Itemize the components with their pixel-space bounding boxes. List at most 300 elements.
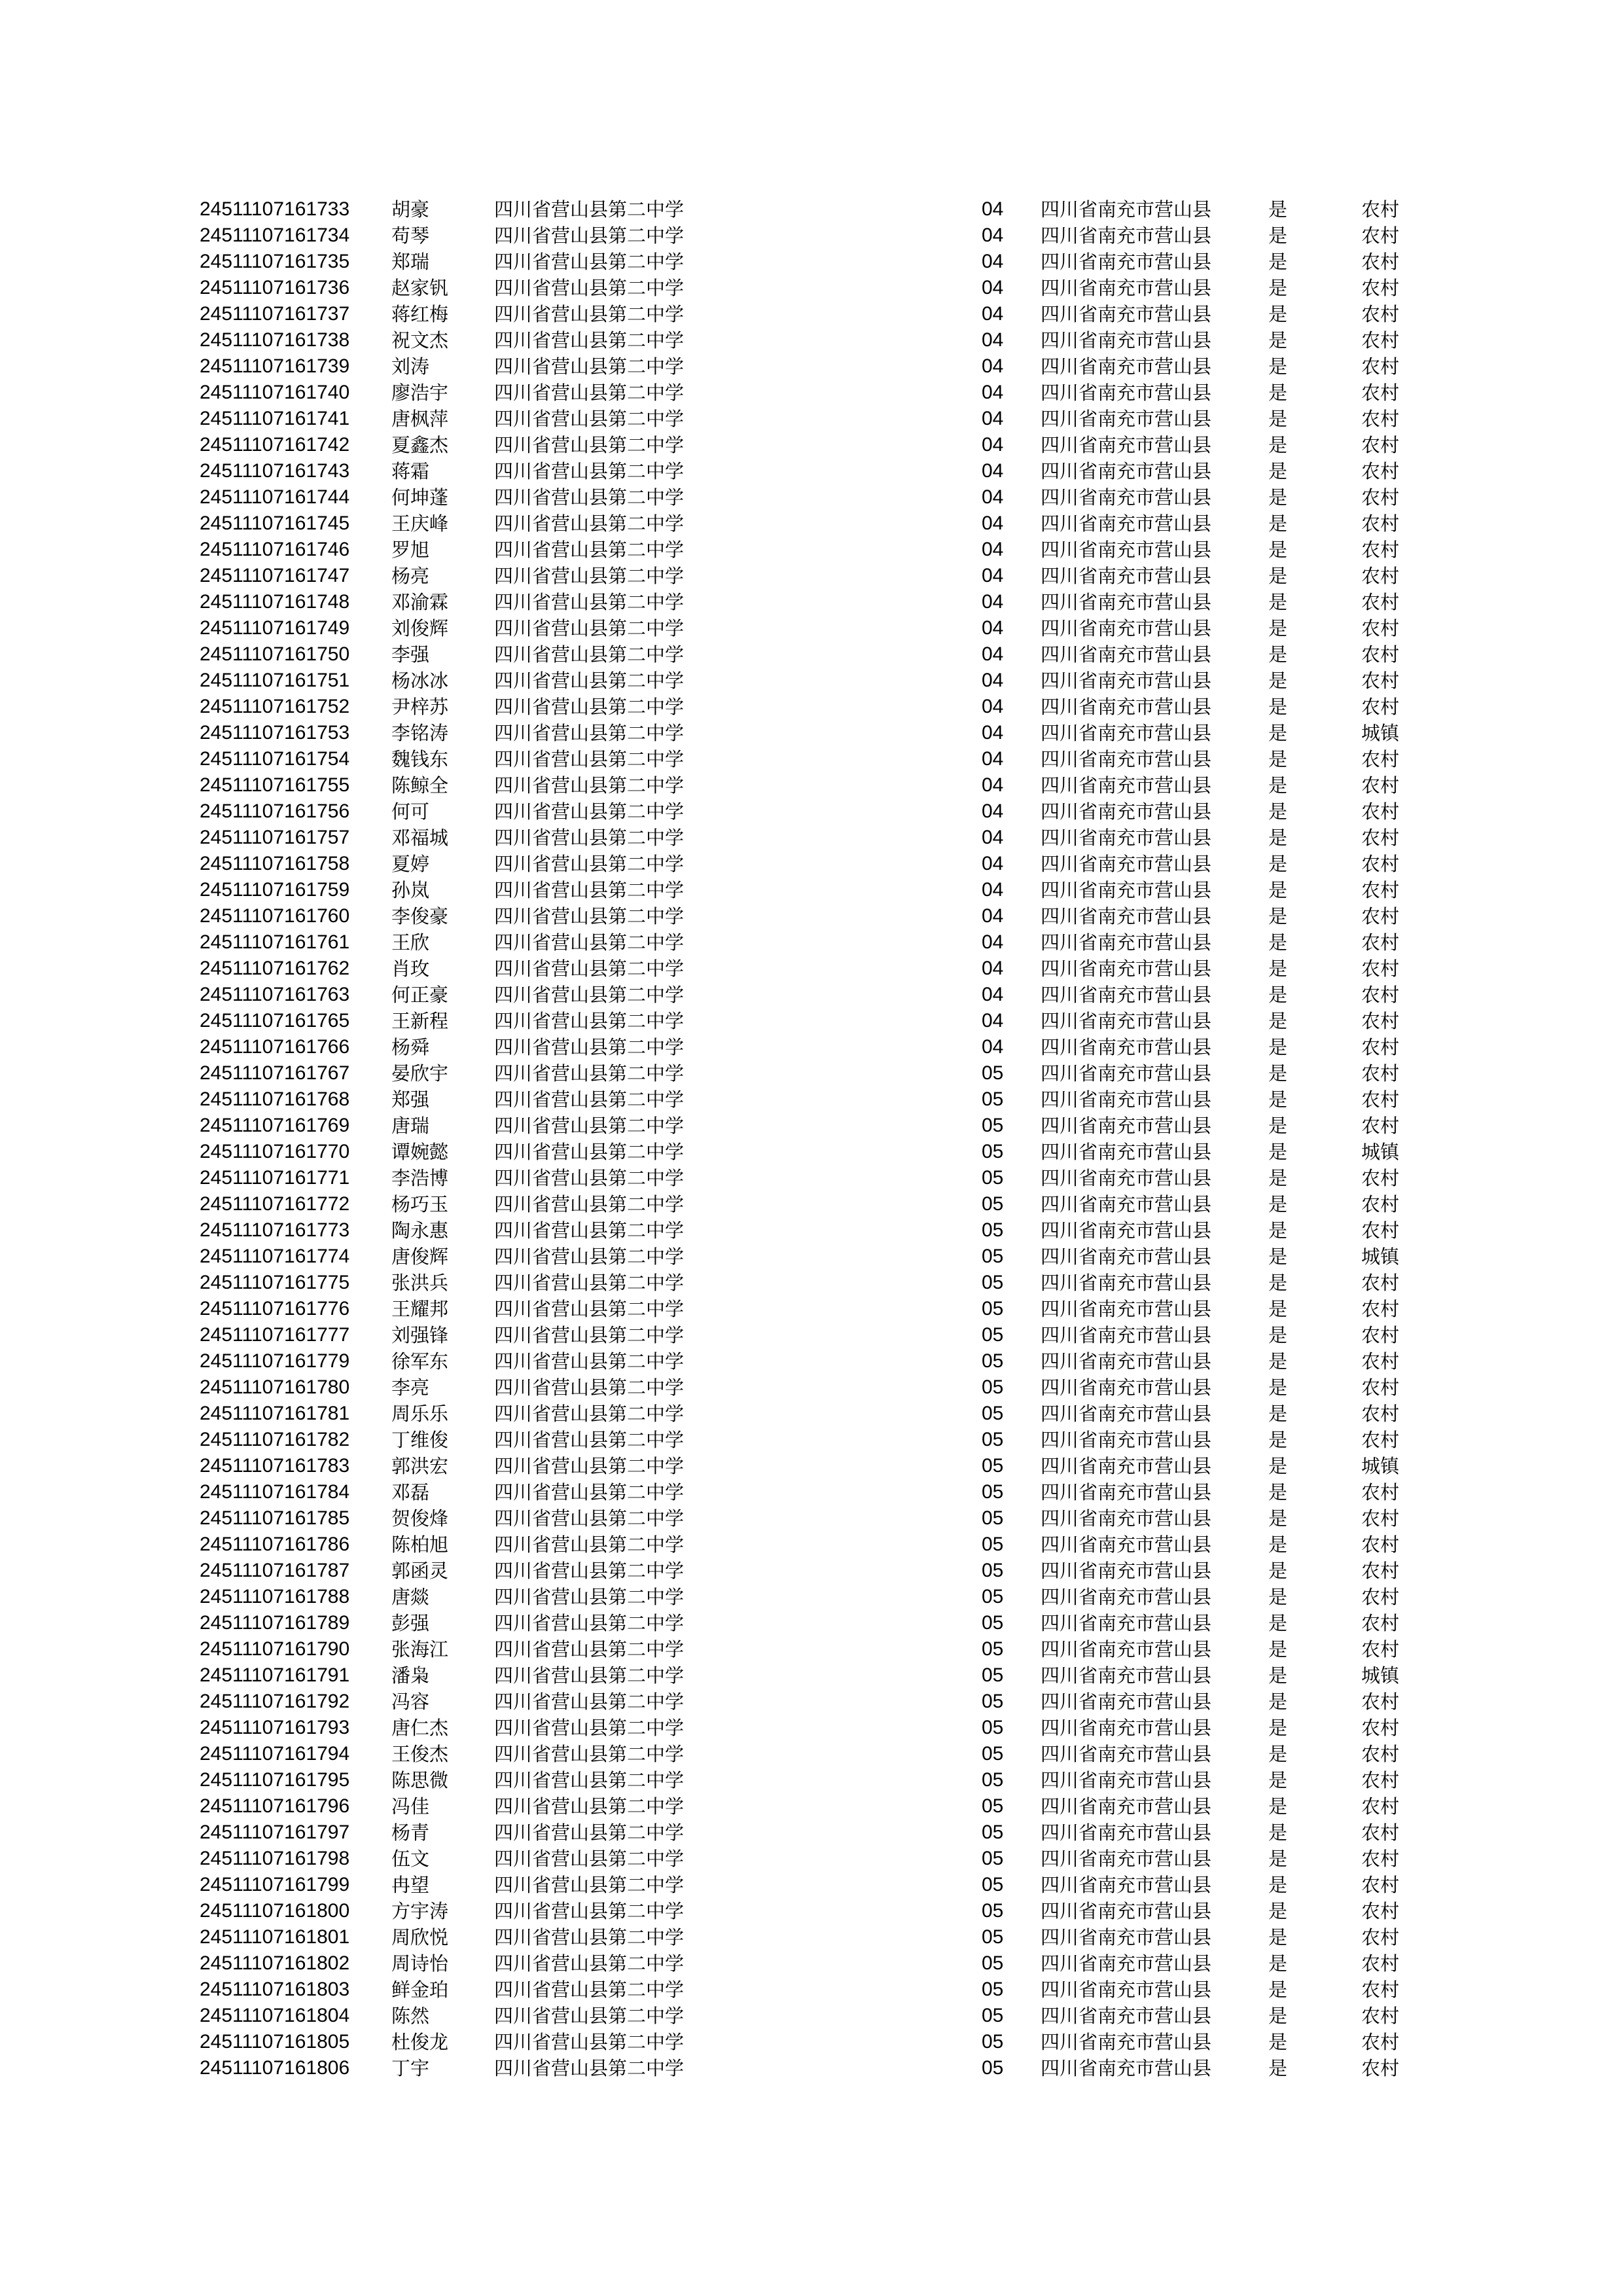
table-row	[0, 1924, 1623, 1950]
student-name-cell: 王俊杰	[391, 1743, 449, 1765]
area-type-cell: 农村	[1361, 539, 1400, 561]
class-code-cell: 04	[982, 460, 1004, 482]
area-type-cell: 农村	[1361, 774, 1400, 797]
yes-flag-cell: 是	[1268, 1298, 1288, 1320]
class-code-cell: 05	[982, 1115, 1004, 1136]
student-name-cell: 邓福城	[391, 827, 449, 849]
exam-id-cell: 24511107161780	[200, 1376, 350, 1398]
area-type-cell: 城镇	[1361, 1455, 1400, 1477]
region-cell: 四川省南充市营山县	[1041, 931, 1212, 954]
school-cell: 四川省营山县第二中学	[494, 1638, 685, 1660]
exam-id-cell: 24511107161769	[200, 1115, 350, 1136]
area-type-cell: 农村	[1361, 1298, 1400, 1320]
exam-id-cell: 24511107161774	[200, 1246, 350, 1267]
school-cell: 四川省营山县第二中学	[494, 879, 685, 901]
yes-flag-cell: 是	[1268, 827, 1288, 849]
region-cell: 四川省南充市营山县	[1041, 591, 1212, 613]
table-row	[0, 1689, 1623, 1715]
exam-id-cell: 24511107161799	[200, 1874, 350, 1895]
school-cell: 四川省营山县第二中学	[494, 774, 685, 797]
class-code-cell: 05	[982, 1507, 1004, 1529]
area-type-cell: 农村	[1361, 905, 1400, 927]
region-cell: 四川省南充市营山县	[1041, 984, 1212, 1006]
table-row	[0, 1008, 1623, 1034]
area-type-cell: 农村	[1361, 984, 1400, 1006]
yes-flag-cell: 是	[1268, 1481, 1288, 1503]
exam-id-cell: 24511107161737	[200, 303, 350, 325]
area-type-cell: 农村	[1361, 1534, 1400, 1556]
area-type-cell: 农村	[1361, 198, 1400, 221]
exam-id-cell: 24511107161742	[200, 434, 350, 456]
table-row	[0, 1374, 1623, 1401]
class-code-cell: 04	[982, 251, 1004, 272]
table-row	[0, 1034, 1623, 1060]
exam-id-cell: 24511107161783	[200, 1455, 350, 1477]
student-name-cell: 王欣	[391, 931, 430, 954]
student-name-cell: 祝文杰	[391, 329, 449, 351]
region-cell: 四川省南充市营山县	[1041, 1717, 1212, 1739]
yes-flag-cell: 是	[1268, 1403, 1288, 1425]
area-type-cell: 农村	[1361, 1743, 1400, 1765]
student-name-cell: 郭洪宏	[391, 1455, 449, 1477]
exam-id-cell: 24511107161759	[200, 879, 350, 901]
class-code-cell: 04	[982, 827, 1004, 848]
table-row	[0, 432, 1623, 458]
school-cell: 四川省营山县第二中学	[494, 1115, 685, 1137]
student-name-cell: 丁维俊	[391, 1429, 449, 1451]
yes-flag-cell: 是	[1268, 1507, 1288, 1530]
school-cell: 四川省营山县第二中学	[494, 460, 685, 482]
school-cell: 四川省营山县第二中学	[494, 1979, 685, 2001]
class-code-cell: 05	[982, 1821, 1004, 1843]
class-code-cell: 05	[982, 1141, 1004, 1162]
student-name-cell: 夏婷	[391, 853, 430, 875]
class-code-cell: 05	[982, 2031, 1004, 2053]
region-cell: 四川省南充市营山县	[1041, 2031, 1212, 2053]
area-type-cell: 农村	[1361, 748, 1400, 770]
yes-flag-cell: 是	[1268, 1795, 1288, 1818]
student-name-cell: 郭函灵	[391, 1560, 449, 1582]
table-row	[0, 1401, 1623, 1427]
yes-flag-cell: 是	[1268, 879, 1288, 901]
region-cell: 四川省南充市营山县	[1041, 800, 1212, 823]
yes-flag-cell: 是	[1268, 617, 1288, 639]
table-row	[0, 877, 1623, 903]
student-name-cell: 蒋霜	[391, 460, 430, 482]
exam-id-cell: 24511107161752	[200, 696, 350, 717]
yes-flag-cell: 是	[1268, 853, 1288, 875]
table-row	[0, 1741, 1623, 1767]
area-type-cell: 农村	[1361, 931, 1400, 954]
yes-flag-cell: 是	[1268, 1743, 1288, 1765]
area-type-cell: 农村	[1361, 1376, 1400, 1399]
region-cell: 四川省南充市营山县	[1041, 1874, 1212, 1896]
exam-id-cell: 24511107161775	[200, 1272, 350, 1293]
exam-id-cell: 24511107161768	[200, 1088, 350, 1110]
region-cell: 四川省南充市营山县	[1041, 198, 1212, 221]
student-name-cell: 方宇涛	[391, 1900, 449, 1922]
region-cell: 四川省南充市营山县	[1041, 539, 1212, 561]
region-cell: 四川省南充市营山县	[1041, 958, 1212, 980]
yes-flag-cell: 是	[1268, 1010, 1288, 1032]
table-row	[0, 1191, 1623, 1217]
student-name-cell: 陈思微	[391, 1769, 449, 1791]
exam-id-cell: 24511107161750	[200, 643, 350, 665]
exam-id-cell: 24511107161735	[200, 251, 350, 272]
student-name-cell: 唐仁杰	[391, 1717, 449, 1739]
yes-flag-cell: 是	[1268, 1717, 1288, 1739]
school-cell: 四川省营山县第二中学	[494, 1534, 685, 1556]
exam-id-cell: 24511107161790	[200, 1638, 350, 1660]
area-type-cell: 农村	[1361, 2005, 1400, 2027]
exam-id-cell: 24511107161766	[200, 1036, 350, 1058]
school-cell: 四川省营山县第二中学	[494, 355, 685, 378]
student-name-cell: 陈柏旭	[391, 1534, 449, 1556]
area-type-cell: 农村	[1361, 1926, 1400, 1948]
school-cell: 四川省营山县第二中学	[494, 408, 685, 430]
yes-flag-cell: 是	[1268, 408, 1288, 430]
class-code-cell: 04	[982, 722, 1004, 744]
region-cell: 四川省南充市营山县	[1041, 1979, 1212, 2001]
student-name-cell: 唐俊辉	[391, 1246, 449, 1268]
yes-flag-cell: 是	[1268, 748, 1288, 770]
student-name-cell: 胡豪	[391, 198, 430, 221]
region-cell: 四川省南充市营山县	[1041, 1586, 1212, 1608]
yes-flag-cell: 是	[1268, 1036, 1288, 1058]
class-code-cell: 04	[982, 303, 1004, 325]
exam-id-cell: 24511107161789	[200, 1612, 350, 1634]
student-name-cell: 杨巧玉	[391, 1193, 449, 1215]
exam-id-cell: 24511107161796	[200, 1795, 350, 1817]
class-code-cell: 04	[982, 774, 1004, 796]
yes-flag-cell: 是	[1268, 1664, 1288, 1687]
table-row	[0, 1270, 1623, 1296]
class-code-cell: 04	[982, 1036, 1004, 1058]
table-row	[0, 1662, 1623, 1689]
exam-id-cell: 24511107161760	[200, 905, 350, 927]
table-row	[0, 956, 1623, 982]
exam-id-cell: 24511107161754	[200, 748, 350, 770]
exam-id-cell: 24511107161785	[200, 1507, 350, 1529]
student-name-cell: 廖浩宇	[391, 382, 449, 404]
area-type-cell: 农村	[1361, 643, 1400, 666]
region-cell: 四川省南充市营山县	[1041, 1115, 1212, 1137]
area-type-cell: 农村	[1361, 434, 1400, 456]
area-type-cell: 农村	[1361, 408, 1400, 430]
area-type-cell: 农村	[1361, 696, 1400, 718]
class-code-cell: 04	[982, 1010, 1004, 1031]
region-cell: 四川省南充市营山县	[1041, 1193, 1212, 1215]
yes-flag-cell: 是	[1268, 1926, 1288, 1948]
class-code-cell: 04	[982, 565, 1004, 586]
exam-id-cell: 24511107161765	[200, 1010, 350, 1031]
yes-flag-cell: 是	[1268, 1350, 1288, 1372]
class-code-cell: 05	[982, 1272, 1004, 1293]
class-code-cell: 05	[982, 1246, 1004, 1267]
table-row	[0, 1558, 1623, 1584]
table-row	[0, 746, 1623, 772]
school-cell: 四川省营山县第二中学	[494, 696, 685, 718]
student-name-cell: 杨舜	[391, 1036, 430, 1058]
table-row	[0, 223, 1623, 249]
class-code-cell: 04	[982, 329, 1004, 351]
area-type-cell: 农村	[1361, 670, 1400, 692]
exam-id-cell: 24511107161734	[200, 224, 350, 246]
school-cell: 四川省营山县第二中学	[494, 1141, 685, 1163]
class-code-cell: 04	[982, 539, 1004, 560]
yes-flag-cell: 是	[1268, 984, 1288, 1006]
school-cell: 四川省营山县第二中学	[494, 1350, 685, 1372]
school-cell: 四川省营山县第二中学	[494, 198, 685, 221]
yes-flag-cell: 是	[1268, 434, 1288, 456]
student-name-cell: 李俊豪	[391, 905, 449, 927]
region-cell: 四川省南充市营山县	[1041, 1560, 1212, 1582]
table-row	[0, 458, 1623, 484]
area-type-cell: 农村	[1361, 1036, 1400, 1058]
area-type-cell: 城镇	[1361, 722, 1400, 744]
student-name-cell: 魏钱东	[391, 748, 449, 770]
exam-id-cell: 24511107161767	[200, 1062, 350, 1084]
yes-flag-cell: 是	[1268, 2005, 1288, 2027]
region-cell: 四川省南充市营山县	[1041, 277, 1212, 299]
area-type-cell: 农村	[1361, 1848, 1400, 1870]
class-code-cell: 05	[982, 1586, 1004, 1607]
student-name-cell: 陈然	[391, 2005, 430, 2027]
yes-flag-cell: 是	[1268, 1821, 1288, 1844]
school-cell: 四川省营山县第二中学	[494, 1429, 685, 1451]
class-code-cell: 05	[982, 1167, 1004, 1189]
area-type-cell: 农村	[1361, 1062, 1400, 1085]
exam-id-cell: 24511107161801	[200, 1926, 350, 1948]
area-type-cell: 农村	[1361, 1219, 1400, 1242]
student-name-cell: 杜俊龙	[391, 2031, 449, 2053]
class-code-cell: 04	[982, 853, 1004, 874]
exam-id-cell: 24511107161743	[200, 460, 350, 482]
region-cell: 四川省南充市营山县	[1041, 1403, 1212, 1425]
exam-id-cell: 24511107161779	[200, 1350, 350, 1372]
student-name-cell: 唐燚	[391, 1586, 430, 1608]
school-cell: 四川省营山县第二中学	[494, 958, 685, 980]
student-name-cell: 冯佳	[391, 1795, 430, 1818]
yes-flag-cell: 是	[1268, 905, 1288, 927]
class-code-cell: 04	[982, 617, 1004, 639]
student-name-cell: 伍文	[391, 1848, 430, 1870]
region-cell: 四川省南充市营山县	[1041, 1769, 1212, 1791]
area-type-cell: 农村	[1361, 251, 1400, 273]
yes-flag-cell: 是	[1268, 1900, 1288, 1922]
area-type-cell: 城镇	[1361, 1246, 1400, 1268]
student-name-cell: 杨青	[391, 1821, 430, 1844]
student-name-cell: 杨冰冰	[391, 670, 449, 692]
area-type-cell: 城镇	[1361, 1664, 1400, 1687]
area-type-cell: 农村	[1361, 2057, 1400, 2079]
student-name-cell: 陈鲸全	[391, 774, 449, 797]
exam-id-cell: 24511107161788	[200, 1586, 350, 1607]
exam-id-cell: 24511107161733	[200, 198, 350, 220]
table-row	[0, 1610, 1623, 1636]
school-cell: 四川省营山县第二中学	[494, 1717, 685, 1739]
class-code-cell: 05	[982, 1193, 1004, 1215]
region-cell: 四川省南充市营山县	[1041, 2057, 1212, 2079]
region-cell: 四川省南充市营山县	[1041, 1900, 1212, 1922]
student-name-cell: 何正豪	[391, 984, 449, 1006]
exam-id-cell: 24511107161749	[200, 617, 350, 639]
school-cell: 四川省营山县第二中学	[494, 1376, 685, 1399]
yes-flag-cell: 是	[1268, 1560, 1288, 1582]
table-row	[0, 301, 1623, 327]
table-row	[0, 1453, 1623, 1479]
exam-id-cell: 24511107161798	[200, 1848, 350, 1869]
student-name-cell: 郑瑞	[391, 251, 430, 273]
exam-id-cell: 24511107161806	[200, 2057, 350, 2079]
yes-flag-cell: 是	[1268, 643, 1288, 666]
region-cell: 四川省南充市营山县	[1041, 879, 1212, 901]
area-type-cell: 农村	[1361, 1717, 1400, 1739]
table-row	[0, 1846, 1623, 1872]
student-name-cell: 贺俊烽	[391, 1507, 449, 1530]
school-cell: 四川省营山县第二中学	[494, 1010, 685, 1032]
school-cell: 四川省营山县第二中学	[494, 382, 685, 404]
area-type-cell: 农村	[1361, 1586, 1400, 1608]
exam-id-cell: 24511107161784	[200, 1481, 350, 1503]
student-name-cell: 何坤蓬	[391, 486, 449, 509]
exam-id-cell: 24511107161757	[200, 827, 350, 848]
class-code-cell: 04	[982, 591, 1004, 613]
table-row	[0, 1479, 1623, 1505]
region-cell: 四川省南充市营山县	[1041, 1062, 1212, 1085]
area-type-cell: 农村	[1361, 224, 1400, 247]
yes-flag-cell: 是	[1268, 1376, 1288, 1399]
table-row	[0, 615, 1623, 641]
student-name-cell: 鲜金珀	[391, 1979, 449, 2001]
exam-id-cell: 24511107161744	[200, 486, 350, 508]
yes-flag-cell: 是	[1268, 800, 1288, 823]
school-cell: 四川省营山县第二中学	[494, 1193, 685, 1215]
table-row	[0, 1165, 1623, 1191]
yes-flag-cell: 是	[1268, 931, 1288, 954]
region-cell: 四川省南充市营山县	[1041, 696, 1212, 718]
class-code-cell: 04	[982, 696, 1004, 717]
table-row	[0, 851, 1623, 877]
yes-flag-cell: 是	[1268, 198, 1288, 221]
table-row	[0, 2003, 1623, 2029]
class-code-cell: 05	[982, 1534, 1004, 1555]
exam-id-cell: 24511107161793	[200, 1717, 350, 1738]
yes-flag-cell: 是	[1268, 486, 1288, 509]
table-row	[0, 327, 1623, 353]
yes-flag-cell: 是	[1268, 1586, 1288, 1608]
class-code-cell: 04	[982, 486, 1004, 508]
yes-flag-cell: 是	[1268, 1691, 1288, 1713]
class-code-cell: 04	[982, 748, 1004, 770]
yes-flag-cell: 是	[1268, 539, 1288, 561]
school-cell: 四川省营山县第二中学	[494, 1062, 685, 1085]
student-name-cell: 罗旭	[391, 539, 430, 561]
exam-id-cell: 24511107161751	[200, 670, 350, 691]
table-row	[0, 720, 1623, 746]
class-code-cell: 04	[982, 277, 1004, 298]
class-code-cell: 04	[982, 984, 1004, 1005]
table-row	[0, 1217, 1623, 1244]
exam-id-cell: 24511107161745	[200, 512, 350, 534]
school-cell: 四川省营山县第二中学	[494, 1167, 685, 1189]
school-cell: 四川省营山县第二中学	[494, 277, 685, 299]
table-row	[0, 1113, 1623, 1139]
school-cell: 四川省营山县第二中学	[494, 1952, 685, 1975]
exam-id-cell: 24511107161786	[200, 1534, 350, 1555]
yes-flag-cell: 是	[1268, 1534, 1288, 1556]
yes-flag-cell: 是	[1268, 1979, 1288, 2001]
school-cell: 四川省营山县第二中学	[494, 643, 685, 666]
area-type-cell: 农村	[1361, 382, 1400, 404]
region-cell: 四川省南充市营山县	[1041, 1612, 1212, 1634]
exam-id-cell: 24511107161747	[200, 565, 350, 586]
region-cell: 四川省南充市营山县	[1041, 303, 1212, 325]
class-code-cell: 05	[982, 1926, 1004, 1948]
student-name-cell: 杨亮	[391, 565, 430, 587]
table-row	[0, 196, 1623, 223]
class-code-cell: 05	[982, 1560, 1004, 1581]
region-cell: 四川省南充市营山县	[1041, 774, 1212, 797]
table-row	[0, 903, 1623, 929]
school-cell: 四川省营山县第二中学	[494, 853, 685, 875]
exam-id-cell: 24511107161738	[200, 329, 350, 351]
region-cell: 四川省南充市营山县	[1041, 1429, 1212, 1451]
region-cell: 四川省南充市营山县	[1041, 1848, 1212, 1870]
student-name-cell: 邓磊	[391, 1481, 430, 1503]
school-cell: 四川省营山县第二中学	[494, 434, 685, 456]
school-cell: 四川省营山县第二中学	[494, 1664, 685, 1687]
school-cell: 四川省营山县第二中学	[494, 303, 685, 325]
table-row	[0, 1636, 1623, 1662]
student-name-cell: 冉望	[391, 1874, 430, 1896]
class-code-cell: 05	[982, 1403, 1004, 1424]
table-row	[0, 929, 1623, 956]
yes-flag-cell: 是	[1268, 1062, 1288, 1085]
area-type-cell: 农村	[1361, 879, 1400, 901]
exam-id-cell: 24511107161756	[200, 800, 350, 822]
school-cell: 四川省营山县第二中学	[494, 1743, 685, 1765]
student-name-cell: 苟琴	[391, 224, 430, 247]
school-cell: 四川省营山县第二中学	[494, 1821, 685, 1844]
student-name-cell: 孙岚	[391, 879, 430, 901]
region-cell: 四川省南充市营山县	[1041, 512, 1212, 535]
table-row	[0, 537, 1623, 563]
region-cell: 四川省南充市营山县	[1041, 1534, 1212, 1556]
area-type-cell: 农村	[1361, 2031, 1400, 2053]
region-cell: 四川省南充市营山县	[1041, 408, 1212, 430]
area-type-cell: 农村	[1361, 486, 1400, 509]
school-cell: 四川省营山县第二中学	[494, 1272, 685, 1294]
yes-flag-cell: 是	[1268, 2031, 1288, 2053]
yes-flag-cell: 是	[1268, 1769, 1288, 1791]
class-code-cell: 05	[982, 1743, 1004, 1765]
yes-flag-cell: 是	[1268, 958, 1288, 980]
region-cell: 四川省南充市营山县	[1041, 1691, 1212, 1713]
region-cell: 四川省南充市营山县	[1041, 1743, 1212, 1765]
table-row	[0, 1820, 1623, 1846]
area-type-cell: 农村	[1361, 1193, 1400, 1215]
school-cell: 四川省营山县第二中学	[494, 1926, 685, 1948]
area-type-cell: 农村	[1361, 1795, 1400, 1818]
region-cell: 四川省南充市营山县	[1041, 1141, 1212, 1163]
class-code-cell: 04	[982, 670, 1004, 691]
class-code-cell: 04	[982, 224, 1004, 246]
class-code-cell: 05	[982, 1638, 1004, 1660]
exam-id-cell: 24511107161761	[200, 931, 350, 953]
student-name-cell: 冯容	[391, 1691, 430, 1713]
region-cell: 四川省南充市营山县	[1041, 643, 1212, 666]
